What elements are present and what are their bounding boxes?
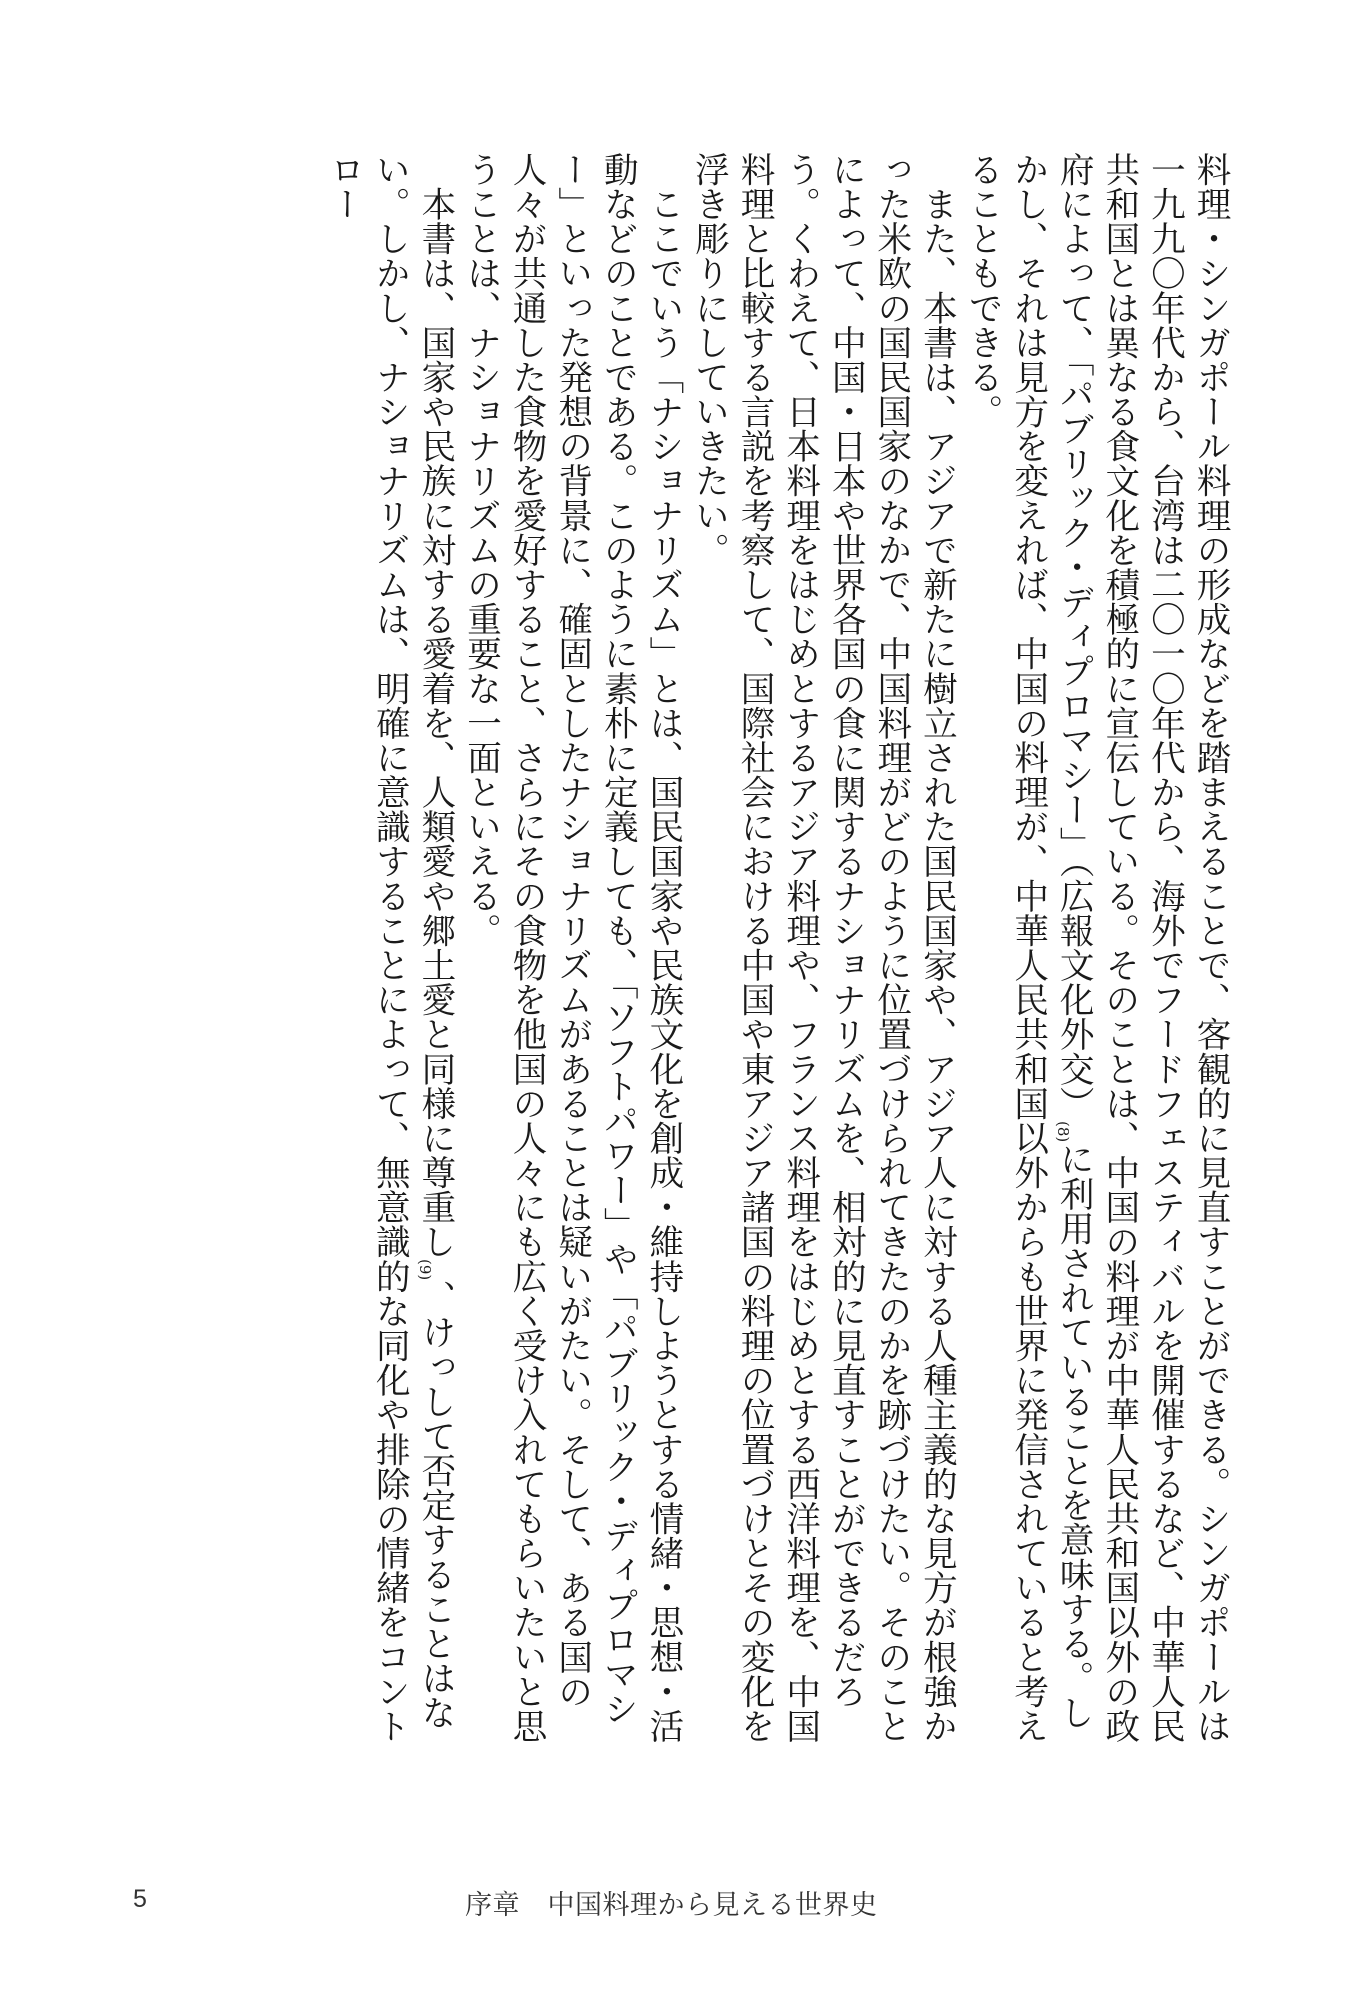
paragraph-4-text-b: 、けっして否定することはない。しかし、ナショナリズムは、明確に意識することによって、無意識的な同化や排除の情緒をコントロー (323, 152, 455, 1744)
page-number: 5 (133, 1885, 147, 1913)
paragraph-1 (958, 152, 1232, 1752)
paragraph-1-text-a: 料理・シンガポール料理の形成などを踏まえることで、客観的に見直すことができる。シンガポールは一九九〇年代から、台湾は二〇一〇年代から、海外でフードフェスティバルを開催するなど、中華人民共和国とは異なる食文化を積極的に宣伝している。そのことは、中国の料理が中華人民共和国以外の政府によって、「パブリック・ディプロマシー」（広報文化外交） (1053, 152, 1230, 1744)
paragraph-4-text-a: 本書は、国家や民族に対する愛着を、人類愛や郷土愛と同様に尊重し (414, 152, 455, 1259)
paragraph-1-text-b: に利用されていることを意味する。しかし、それは見方を変えれば、中国の料理が、中華人民共和国以外からも世界に発信されていると考えることもできる。 (962, 152, 1094, 1744)
paragraph-2 (685, 152, 959, 1752)
paragraph-3 (457, 152, 685, 1752)
endnote-marker-9: (9) (415, 1258, 434, 1281)
paragraph-4 (320, 152, 457, 1752)
endnote-marker-8: (8) (1054, 1120, 1073, 1142)
body-text (122, 152, 1232, 1752)
running-footer-chapter-title: 序章 中国料理から見える世界史 (465, 1890, 878, 1921)
paragraph-3-text: ここでいう「ナショナリズム」とは、国民国家や民族文化を創成・維持しようとする情緒・思想・活動などのことである。このように素朴に定義しても、「ソフトパワー」や「パブリック・ディプロマシー」といった発想の背景に、確固としたナショナリズムがあることは疑いがたい。そして、ある国の人々が共通した食物を愛好すること、さらにその食物を他国の人々にも広く受け入れてもらいたいと思うことは、ナショナリズムの重要な一面といえる。 (460, 152, 683, 1744)
paragraph-2-text: また、本書は、アジアで新たに樹立された国民国家や、アジア人に対する人種主義的な見方が根強かった米欧の国民国家のなかで、中国料理がどのように位置づけられてきたのかを跡づけたい。そのことによって、中国・日本や世界各国の食に関するナショナリズムを、相対的に見直すことができるだろう。くわえて、日本料理をはじめとするアジア料理や、フランス料理をはじめとする西洋料理を、中国料理と比較する言説を考察して、国際社会における中国や東アジア諸国の料理の位置づけとその変化を浮き彫りにしていきたい。 (688, 152, 957, 1744)
